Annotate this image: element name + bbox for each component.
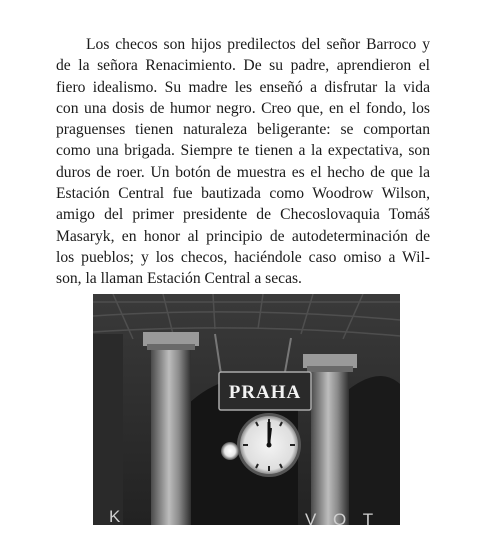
text-line: con una dosis de humor negro. Creo que, en el fondo, los: [56, 99, 430, 117]
text-line: los pueblos; y los checos, haciéndole caso omiso a Wil-: [56, 248, 430, 266]
sign-text: PRAHA: [228, 382, 302, 403]
wall-letters-right: V O T: [305, 510, 380, 525]
text-line: amigo del primer presidente de Checoslovaquia Tomáš: [56, 206, 430, 224]
text-line: Estación Central fue bautizada como Woodrow Wilson,: [56, 185, 430, 203]
wall-letters-left: K: [109, 507, 127, 525]
text-line: fiero idealismo. Su madre les enseñó a disfrutar la vida: [56, 78, 430, 96]
station-photo: [93, 294, 400, 525]
text-line: de la señora Renacimiento. De su padre, aprendieron el: [56, 57, 430, 75]
body-paragraph: [56, 34, 430, 290]
text-line: como una brigada. Siempre te tienen a la expectativa, son: [56, 142, 430, 160]
praha-sign: [219, 372, 311, 410]
text-line: Masaryk, en honor al principio de autodeterminación de: [56, 227, 430, 245]
lamp-light: [221, 442, 239, 460]
text-line: son, la llaman Estación Central a secas.: [56, 270, 302, 288]
text-line: Los checos son hijos predilectos del señor Barroco y: [86, 36, 430, 53]
text-line: praguenses tienen naturaleza beligerante: se comportan: [56, 121, 430, 139]
station-clock: [237, 413, 301, 477]
text-line: duros de roer. Un botón de muestra es el hecho de que la: [56, 163, 430, 181]
